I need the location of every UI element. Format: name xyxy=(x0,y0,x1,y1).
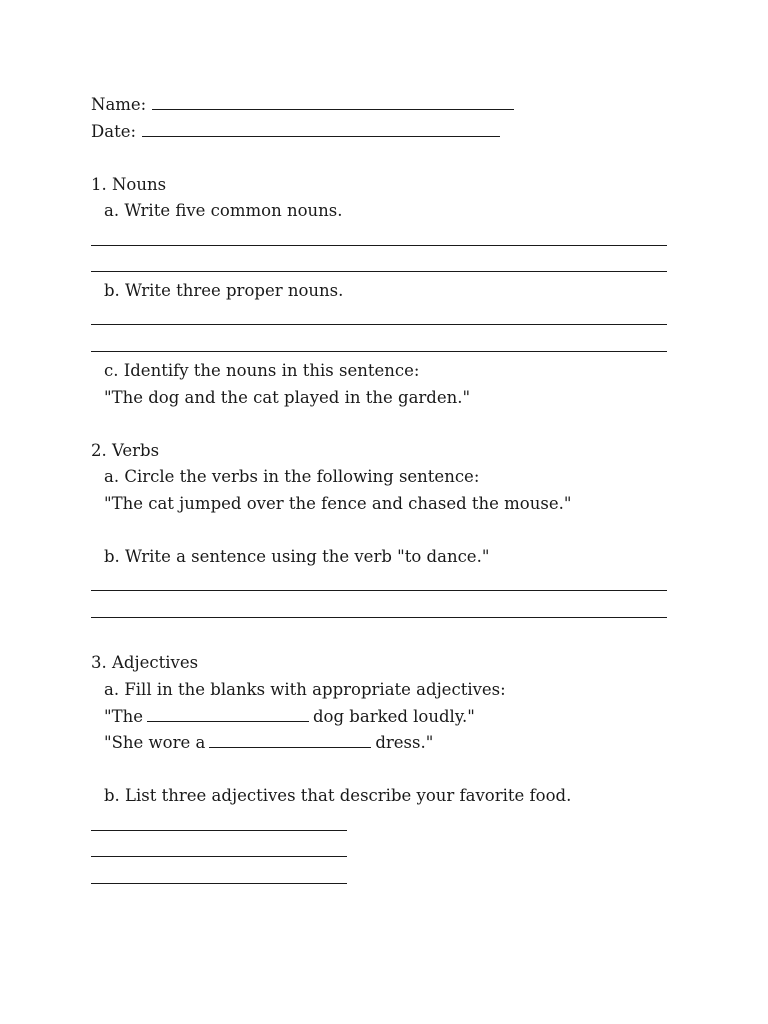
spacer xyxy=(91,411,691,438)
sentence-2-start: "She wore a xyxy=(104,733,206,753)
spacer xyxy=(91,624,691,651)
spacer xyxy=(91,518,691,545)
verbs-question-a: a. Circle the verbs in the following sentence: xyxy=(104,467,480,487)
name-row xyxy=(91,92,691,119)
adjective-blank-1[interactable] xyxy=(147,707,309,722)
answer-line[interactable] xyxy=(91,252,691,279)
adjectives-sentence-1 xyxy=(91,704,691,731)
name-blank[interactable] xyxy=(152,95,514,110)
adjectives-question-a: a. Fill in the blanks with appropriate adjectives: xyxy=(104,680,506,700)
spacer xyxy=(91,145,691,172)
answer-line[interactable] xyxy=(91,863,691,890)
worksheet xyxy=(91,92,691,890)
answer-line[interactable] xyxy=(91,331,691,358)
sentence-2-end: dress." xyxy=(375,733,434,753)
date-label: Date: xyxy=(91,121,137,141)
adjective-blank-2[interactable] xyxy=(209,733,371,748)
answer-line[interactable] xyxy=(91,810,691,837)
nouns-question-a: a. Write five common nouns. xyxy=(104,201,343,221)
answer-line[interactable] xyxy=(91,597,691,624)
adjectives-question-b: b. List three adjectives that describe your favorite food. xyxy=(104,786,572,806)
nouns-question-c: c. Identify the nouns in this sentence: xyxy=(104,360,420,380)
verbs-sentence-a: "The cat jumped over the fence and chased the mouse." xyxy=(104,493,572,513)
answer-line[interactable] xyxy=(91,305,691,332)
adjectives-sentence-2 xyxy=(91,730,691,757)
nouns-question-b: b. Write three proper nouns. xyxy=(104,281,344,301)
date-blank[interactable] xyxy=(142,122,500,137)
sentence-1-end: dog barked loudly." xyxy=(313,706,475,726)
section-title-verbs: 2. Verbs xyxy=(91,440,160,460)
answer-line[interactable] xyxy=(91,225,691,252)
section-title-nouns: 1. Nouns xyxy=(91,174,167,194)
answer-line[interactable] xyxy=(91,571,691,598)
spacer xyxy=(91,757,691,784)
nouns-sentence-c: "The dog and the cat played in the garden." xyxy=(104,387,471,407)
name-label: Name: xyxy=(91,95,147,114)
verbs-question-b: b. Write a sentence using the verb "to dance." xyxy=(104,547,490,567)
date-row xyxy=(91,119,691,146)
sentence-1-start: "The xyxy=(104,706,143,726)
section-title-adjectives: 3. Adjectives xyxy=(91,653,199,673)
answer-line[interactable] xyxy=(91,837,691,864)
